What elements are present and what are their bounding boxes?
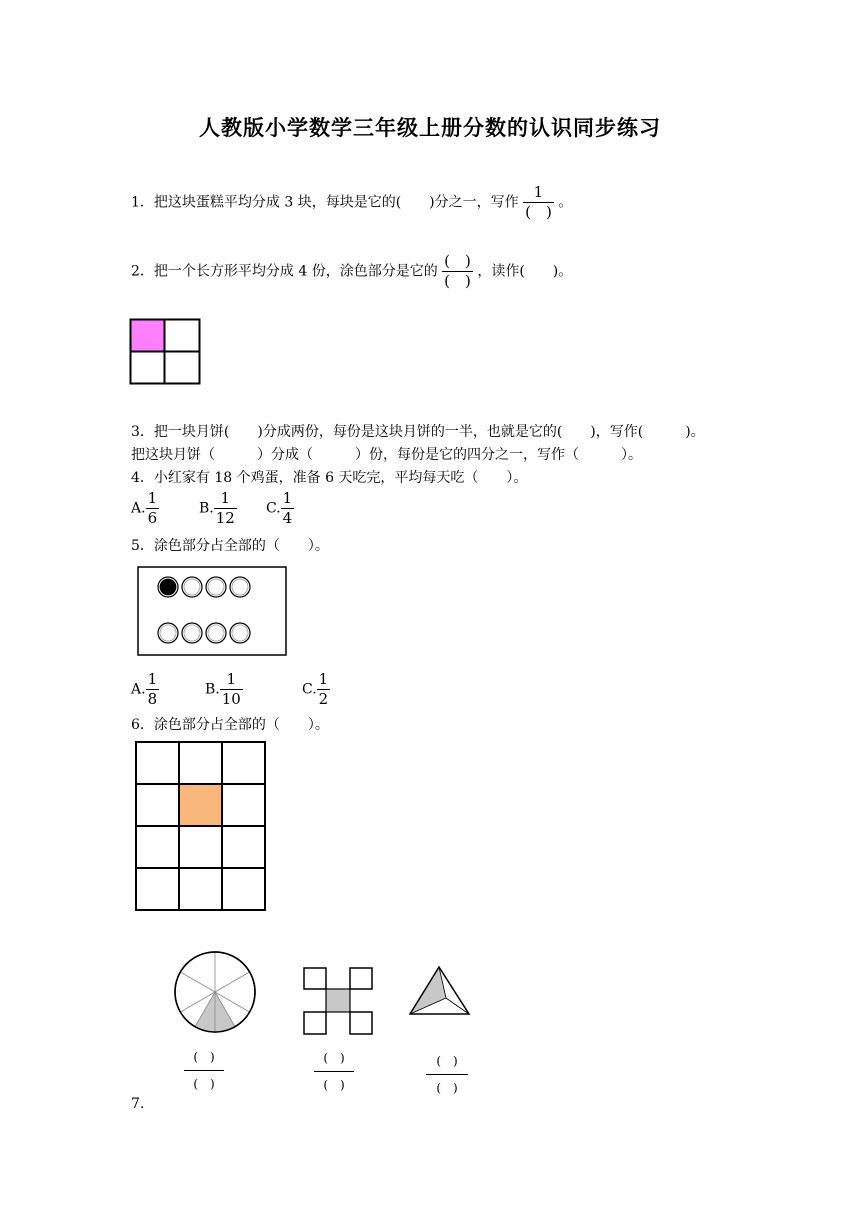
question-5-option-c[interactable] (302, 671, 330, 708)
grid-cell (136, 868, 179, 910)
option-label: A. (131, 681, 146, 698)
question-5: 5．涂色部分占全部的（ ）。 (131, 538, 329, 554)
grid-cell (179, 868, 222, 910)
page-title: 人教版小学数学三年级上册分数的认识同步练习 (199, 116, 661, 140)
question-5-option-b[interactable] (205, 671, 243, 708)
question-2 (131, 253, 572, 290)
fraction-denominator: 12 (215, 509, 235, 527)
question-7-label: 7. (131, 1096, 145, 1112)
question-1-text: 1．把这块蛋糕平均分成 3 块，每块是它的( )分之一，写作 (131, 194, 519, 211)
shaded-center-square (326, 989, 350, 1012)
question-1-fraction (523, 184, 554, 221)
shaded-cell (179, 784, 222, 826)
fraction-numerator: ( ) (444, 252, 471, 270)
question-4-option-a[interactable] (131, 490, 159, 527)
corner-square (350, 968, 372, 989)
option-label: B. (205, 681, 220, 698)
question-4-option-b[interactable] (199, 490, 237, 527)
inner-line (446, 998, 469, 1014)
fraction-numerator: 1 (282, 489, 293, 507)
grid-cell (179, 826, 222, 868)
question-6-grid-figure (134, 740, 268, 912)
empty-circle (230, 577, 250, 597)
question-4: 4．小红家有 18 个鸡蛋，准备 6 天吃完，平均每天吃（ ）。 (131, 470, 528, 486)
fraction-numerator: 1 (533, 183, 544, 201)
fraction-numerator: 1 (226, 670, 237, 688)
fraction-bar (314, 1071, 354, 1072)
grid-cell (136, 826, 179, 868)
fraction-denominator: 8 (147, 690, 158, 708)
corner-square (350, 1012, 372, 1034)
question-3-line-1: 3．把一块月饼( )分成两份，每份是这块月饼的一半，也就是它的( )，写作( )。 (131, 424, 705, 440)
fraction-denominator: 6 (147, 509, 158, 527)
question-7-circle-figure (172, 950, 260, 1034)
fraction-denominator: 4 (282, 509, 293, 527)
question-7-triangle-figure (406, 964, 472, 1018)
fraction-denominator: ( ) (525, 203, 552, 221)
question-7-answer-1[interactable] (184, 1049, 224, 1092)
fraction-denominator: ( ) (444, 272, 471, 290)
question-7-answer-3[interactable] (426, 1053, 468, 1096)
grid-cell (136, 784, 179, 826)
option-label: C. (302, 681, 317, 698)
fraction-bar (184, 1070, 224, 1071)
empty-circle (182, 577, 202, 597)
fraction-bar (426, 1074, 468, 1075)
fraction-denominator: ( ) (193, 1077, 215, 1091)
option-label: C. (266, 500, 281, 517)
empty-circle (182, 623, 202, 643)
grid-cell (136, 742, 179, 784)
empty-circle (158, 623, 178, 643)
fraction-numerator: 1 (147, 670, 158, 688)
fraction-denominator: 10 (221, 690, 241, 708)
fraction-numerator: 1 (318, 670, 329, 688)
empty-circle (230, 623, 250, 643)
fraction-denominator: ( ) (323, 1078, 345, 1092)
fraction-denominator: 2 (318, 690, 329, 708)
circle-inner (160, 579, 176, 595)
grid-cell (222, 826, 265, 868)
question-5-option-a[interactable] (131, 671, 159, 708)
shaded-part (131, 320, 165, 352)
question-7-answer-2[interactable] (314, 1050, 354, 1093)
fraction-numerator: ( ) (193, 1050, 215, 1064)
corner-square (304, 1012, 326, 1034)
question-3-line-2: 把这块月饼（ ）分成（ ）份，每份是它的四分之一，写作（ ）。 (131, 447, 642, 463)
fraction-numerator: 1 (147, 489, 158, 507)
grid-cell (222, 784, 265, 826)
fraction-numerator: ( ) (436, 1054, 458, 1068)
question-2-rectangle-figure (129, 318, 202, 386)
fraction-numerator: ( ) (323, 1051, 345, 1065)
option-label: A. (131, 500, 146, 517)
question-2-text: 2．把一个长方形平均分成 4 份，涂色部分是它的 (131, 263, 438, 280)
question-7-cross-squares-figure (302, 966, 375, 1037)
grid-cell (222, 868, 265, 910)
question-6: 6．涂色部分占全部的（ ）。 (131, 717, 329, 733)
question-1 (131, 184, 572, 221)
corner-square (304, 968, 326, 989)
grid-cell (222, 742, 265, 784)
question-5-circles-figure (137, 566, 288, 658)
grid-cell (179, 742, 222, 784)
fraction-numerator: 1 (220, 489, 231, 507)
question-4-option-c[interactable] (266, 490, 294, 527)
question-2-end: ，读作( )。 (477, 263, 573, 280)
empty-circle (206, 577, 226, 597)
option-label: B. (199, 500, 214, 517)
question-2-fraction (442, 253, 473, 290)
empty-circle (206, 623, 226, 643)
question-1-end: 。 (558, 194, 573, 211)
fraction-denominator: ( ) (436, 1081, 458, 1095)
